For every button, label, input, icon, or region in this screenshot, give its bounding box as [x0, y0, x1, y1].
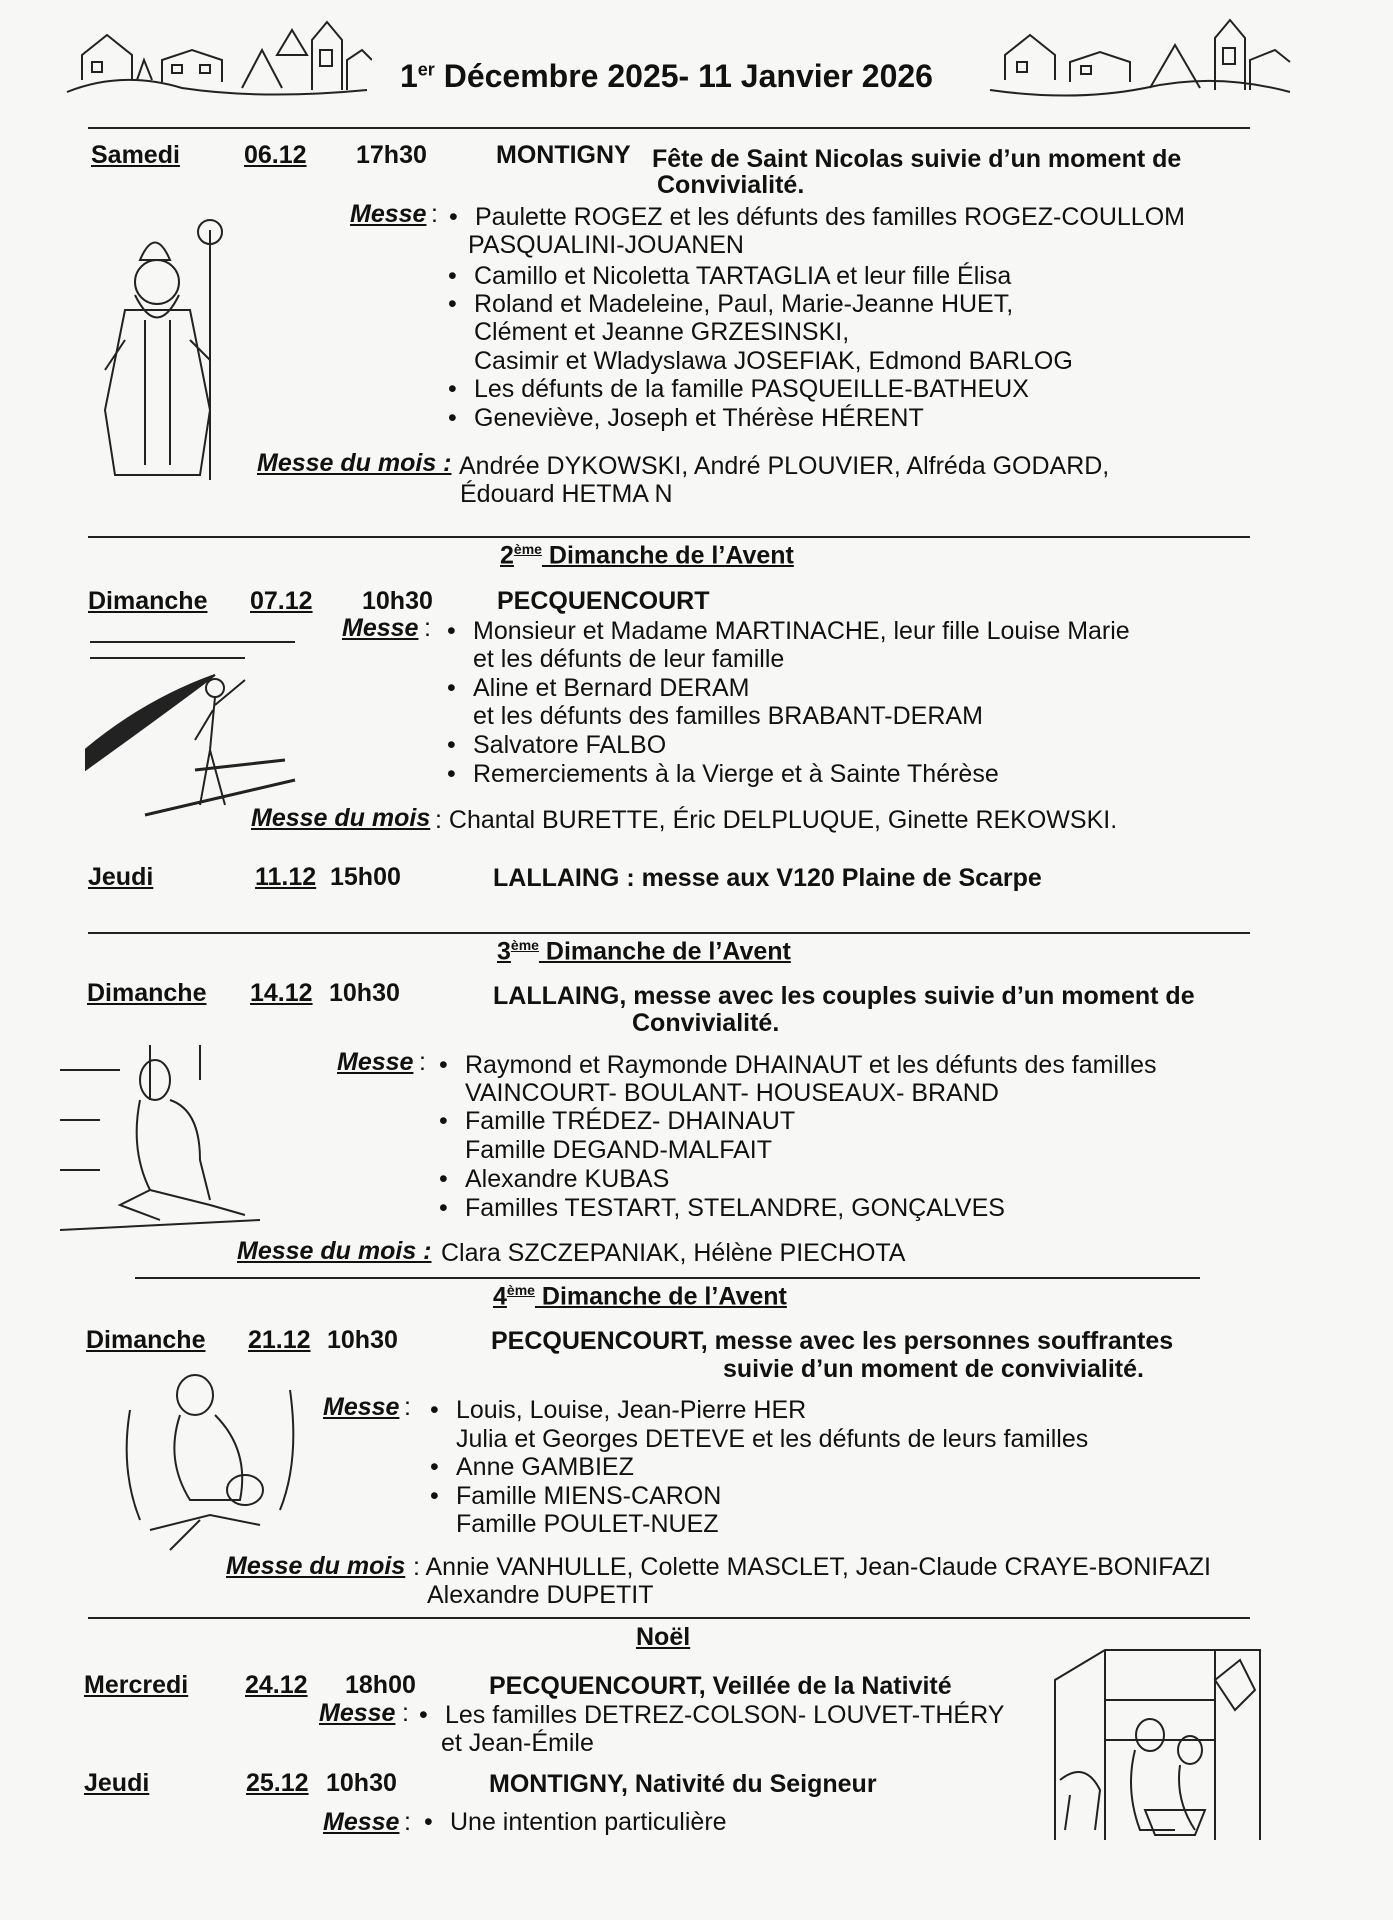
divider [88, 127, 1250, 129]
event-day: Samedi [91, 141, 180, 169]
messe-du-mois-label: Messe du mois : [257, 449, 452, 477]
event-day: Jeudi [84, 1769, 150, 1797]
event-time: 10h30 [326, 1769, 397, 1797]
intention-item: • Familles TESTART, STELANDRE, GONÇALVES [465, 1194, 1005, 1223]
event-description: Fête de Saint Nicolas suivie d’un moment de [652, 145, 1182, 173]
messe-du-mois-names: : Annie VANHULLE, Colette MASCLET, Jean-Claude CRAYE-BONIFAZI [413, 1553, 1211, 1581]
section-heading: 3ème Dimanche de l’Avent [497, 937, 791, 966]
event-time: 15h00 [330, 863, 401, 891]
intention-item: • Les familles DETREZ-COLSON- LOUVET-THÉRY [445, 1701, 1004, 1730]
event-time: 17h30 [356, 141, 427, 169]
divider [88, 536, 1250, 538]
event-description: LALLAING, messe avec les couples suivie d’un moment de [493, 982, 1195, 1010]
event-date: 11.12 [255, 863, 317, 891]
intention-item: et Jean-Émile [441, 1729, 594, 1757]
section-heading: 2ème Dimanche de l’Avent [500, 541, 794, 570]
event-date: 25.12 [246, 1769, 309, 1797]
intention-item: Julia et Georges DETEVE et les défunts de leurs familles [456, 1425, 1089, 1453]
event-place: MONTIGNY [496, 141, 631, 169]
village-illustration-left [62, 10, 372, 100]
intention-item: • Remerciements à la Vierge et à Sainte Thérèse [473, 760, 999, 789]
pilgrim-illustration [85, 630, 305, 820]
intention-item: Clément et Jeanne GRZESINSKI, [474, 318, 850, 346]
intention-item: • Aline et Bernard DERAM [473, 674, 750, 703]
intention-item: • Louis, Louise, Jean-Pierre HER [456, 1396, 806, 1425]
event-date: 14.12 [250, 979, 313, 1007]
colon: : [424, 614, 431, 642]
event-day: Dimanche [86, 1326, 206, 1354]
event-description: LALLAING : messe aux V120 Plaine de Scarpe [493, 864, 1042, 892]
messe-label: Messe [323, 1393, 400, 1421]
messe-du-mois-names: Andrée DYKOWSKI, André PLOUVIER, Alfréda GODARD, [459, 452, 1110, 480]
colon: : [431, 200, 438, 228]
event-day: Dimanche [88, 587, 208, 615]
intention-item: • Famille MIENS-CARON [456, 1482, 721, 1511]
event-time: 10h30 [362, 587, 433, 615]
intention-item: • Roland et Madeleine, Paul, Marie-Jeanne HUET, [474, 290, 1013, 319]
messe-label: Messe [342, 614, 419, 642]
colon: : [404, 1808, 411, 1836]
village-illustration-right [985, 10, 1295, 100]
colon: : [402, 1699, 409, 1727]
seated-man-illustration [60, 1040, 270, 1240]
section-heading: Noël [636, 1623, 691, 1651]
messe-du-mois-names: Édouard HETMA N [460, 480, 673, 508]
event-time: 10h30 [329, 979, 400, 1007]
event-description: suivie d’un moment de convivialité. [723, 1355, 1144, 1383]
divider [88, 932, 1250, 934]
messe-du-mois-names: Alexandre DUPETIT [427, 1581, 654, 1609]
intention-item: • Monsieur et Madame MARTINACHE, leur fille Louise Marie [473, 617, 1130, 646]
page-title: 1er Décembre 2025- 11 Janvier 2026 [400, 58, 933, 94]
event-day: Mercredi [84, 1671, 189, 1699]
event-description: PECQUENCOURT, messe avec les personnes souffrantes [491, 1327, 1174, 1355]
event-day: Jeudi [88, 863, 154, 891]
intention-item: • Alexandre KUBAS [465, 1165, 669, 1194]
intention-item: • Famille TRÉDEZ- DHAINAUT [465, 1107, 795, 1136]
divider [88, 1617, 1250, 1619]
event-date: 07.12 [250, 587, 313, 615]
event-day: Dimanche [87, 979, 207, 1007]
messe-label: Messe [350, 200, 427, 228]
intention-item: • Raymond et Raymonde DHAINAUT et les défunts des familles [465, 1051, 1157, 1080]
nativity-illustration [1045, 1640, 1270, 1850]
event-time: 18h00 [345, 1671, 416, 1699]
event-time: 10h30 [327, 1326, 398, 1354]
intention-item: et les défunts des familles BRABANT-DERAM [473, 702, 983, 730]
messe-du-mois-label: Messe du mois [251, 804, 431, 832]
intention-item: VAINCOURT- BOULANT- HOUSEAUX- BRAND [465, 1079, 999, 1107]
event-description: PECQUENCOURT, Veillée de la Nativité [489, 1672, 952, 1700]
intention-item: • Anne GAMBIEZ [456, 1453, 634, 1482]
intention-item: • Camillo et Nicoletta TARTAGLIA et leur fille Élisa [474, 262, 1011, 291]
event-description: Convivialité. [632, 1009, 780, 1037]
messe-du-mois-names: Clara SZCZEPANIAK, Hélène PIECHOTA [441, 1239, 906, 1267]
angel-illustration [110, 1350, 310, 1560]
intention-item: • Une intention particulière [450, 1808, 727, 1837]
intention-item: et les défunts de leur famille [473, 645, 785, 673]
colon: : [404, 1393, 411, 1421]
intention-item: PASQUALINI-JOUANEN [468, 231, 744, 259]
intention-item: • Salvatore FALBO [473, 731, 666, 760]
intention-item: Famille DEGAND-MALFAIT [465, 1136, 772, 1164]
messe-label: Messe [319, 1699, 396, 1727]
event-place: PECQUENCOURT [497, 587, 710, 615]
intention-item: • Geneviève, Joseph et Thérèse HÉRENT [474, 404, 924, 433]
messe-du-mois-label: Messe du mois : [237, 1237, 432, 1265]
messe-label: Messe [337, 1048, 414, 1076]
saint-nicolas-illustration [85, 210, 255, 490]
divider [135, 1277, 1200, 1279]
messe-label: Messe [323, 1808, 400, 1836]
colon: : [419, 1048, 426, 1076]
intention-item: • Les défunts de la famille PASQUEILLE-BATHEUX [474, 375, 1029, 404]
intention-item: • Paulette ROGEZ et les défunts des familles ROGEZ-COULLOM [475, 203, 1185, 232]
messe-du-mois-label: Messe du mois [226, 1552, 406, 1580]
event-date: 21.12 [248, 1326, 311, 1354]
event-description: Convivialité. [657, 171, 805, 199]
event-date: 06.12 [244, 141, 307, 169]
intention-item: Casimir et Wladyslawa JOSEFIAK, Edmond BARLOG [474, 347, 1073, 375]
section-heading: 4ème Dimanche de l’Avent [493, 1282, 787, 1311]
event-description: MONTIGNY, Nativité du Seigneur [489, 1770, 877, 1798]
event-date: 24.12 [245, 1671, 308, 1699]
intention-item: Famille POULET-NUEZ [456, 1510, 719, 1538]
messe-du-mois-names: : Chantal BURETTE, Éric DELPLUQUE, Ginette REKOWSKI. [435, 806, 1118, 834]
